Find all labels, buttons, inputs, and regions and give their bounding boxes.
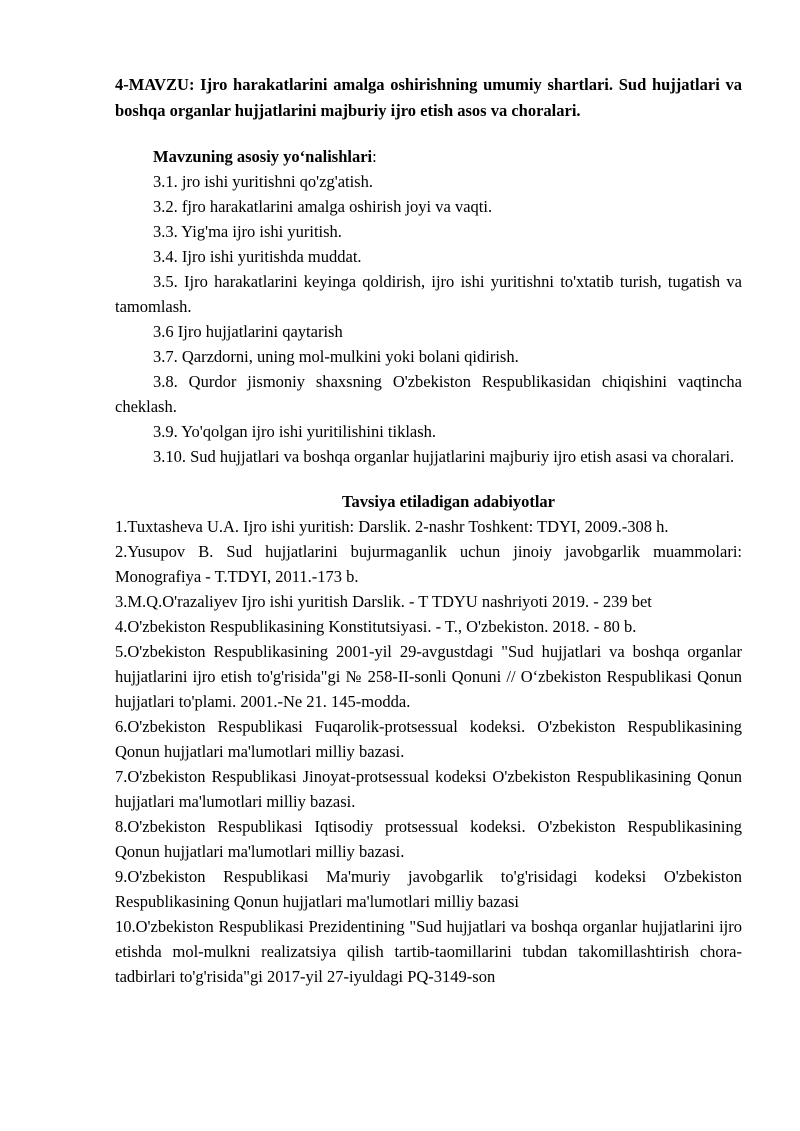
outline-item: 3.2. fjro harakatlarini amalga oshirish joyi va vaqti. bbox=[153, 197, 493, 216]
outline-item: 3.8. Qurdor jismoniy shaxsning O'zbekiston Respublikasidan chiqishini vaqtincha cheklash. bbox=[115, 372, 742, 416]
reference-item: 5.O'zbekiston Respublikasining 2001-yil 29-avgustdagi "Sud hujjatlari va boshqa organlar hujjatlarini ijro etish to'g'risida"gi № 258-II-sonli Qonuni // O‘zbekiston Respublikasi Qonun hujjatlari to'plami. 2001.-Ne 21. 145-modda. bbox=[115, 642, 742, 711]
outline-item: 3.5. Ijro harakatlarini keyinga qoldirish, ijro ishi yuritishni to'xtatib turish, tugatish va tamomlash. bbox=[115, 272, 742, 316]
outline-item: 3.6 Ijro hujjatlarini qaytarish bbox=[153, 322, 343, 341]
outline-heading-colon: : bbox=[372, 147, 377, 166]
reference-item: 10.O'zbekiston Respublikasi Prezidentining "Sud hujjatlari va boshqa organlar hujjatlarini ijro etishda mol-mulkni realizatsiya qilish tartib-taomillarini tubdan takomillashtirish chora-tadbirlari to'g'risida"gi 2017-yil 27-iyuldagi PQ-3149-son bbox=[115, 917, 742, 986]
outline-item: 3.7. Qarzdorni, uning mol-mulkini yoki bolani qidirish. bbox=[153, 347, 519, 366]
reference-item: 8.O'zbekiston Respublikasi Iqtisodiy protsessual kodeksi. O'zbekiston Respublikasining Qonun hujjatlari ma'lumotlari milliy bazasi. bbox=[115, 817, 742, 861]
reference-item: 4.O'zbekiston Respublikasining Konstitutsiyasi. - T., O'zbekiston. 2018. - 80 b. bbox=[115, 617, 637, 636]
outline-item: 3.1. jro ishi yuritishni qo'zg'atish. bbox=[153, 172, 373, 191]
outline-item: 3.4. Ijro ishi yuritishda muddat. bbox=[153, 247, 362, 266]
outline-heading bbox=[115, 144, 742, 169]
references-heading: Tavsiya etiladigan adabiyotlar bbox=[341, 492, 555, 511]
reference-item: 2.Yusupov B. Sud hujjatlarini bujurmaganlik uchun jinoiy javobgarlik muammolari: Monografiya - T.TDYI, 2011.-173 b. bbox=[115, 542, 742, 586]
outline-item: 3.9. Yo'qolgan ijro ishi yuritilishini tiklash. bbox=[153, 422, 437, 441]
document-page bbox=[115, 72, 742, 989]
reference-item: 7.O'zbekiston Respublikasi Jinoyat-protsessual kodeksi O'zbekiston Respublikasining Qonun hujjatlari ma'lumotlari milliy bazasi. bbox=[115, 767, 742, 811]
reference-item: 1.Tuxtasheva U.A. Ijro ishi yuritish: Darslik. 2-nashr Toshkent: TDYI, 2009.-308 h. bbox=[115, 517, 669, 536]
reference-item: 3.M.Q.O'razaliyev Ijro ishi yuritish Darslik. - T TDYU nashriyoti 2019. - 239 bet bbox=[115, 592, 652, 611]
outline-heading-text: Mavzuning asosiy yo‘nalishlari bbox=[153, 147, 373, 166]
outline-item: 3.3. Yig'ma ijro ishi yuritish. bbox=[153, 222, 342, 241]
reference-item: 9.O'zbekiston Respublikasi Ma'muriy javobgarlik to'g'risidagi kodeksi O'zbekiston Respublikasining Qonun hujjatlari ma'lumotlari milliy bazasi bbox=[115, 867, 742, 911]
reference-item: 6.O'zbekiston Respublikasi Fuqarolik-protsessual kodeksi. O'zbekiston Respublikasining Qonun hujjatlari ma'lumotlari milliy bazasi. bbox=[115, 717, 742, 761]
outline-item: 3.10. Sud hujjatlari va boshqa organlar hujjatlarini majburiy ijro etish asasi va choralari. bbox=[153, 447, 735, 466]
page-title: 4-MAVZU: Ijro harakatlarini amalga oshirishning umumiy shartlari. Sud hujjatlari va boshqa organlar hujjatlarini majburiy ijro etish asos va choralari. bbox=[115, 75, 742, 120]
